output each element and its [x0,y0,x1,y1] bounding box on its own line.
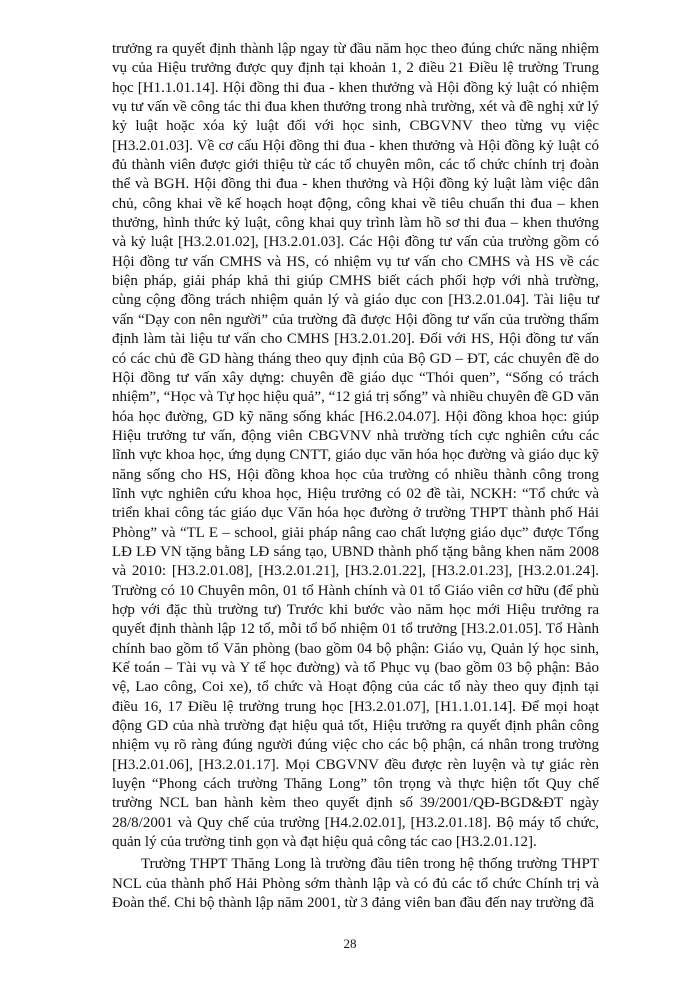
body-text [112,40,599,913]
page-number: 28 [343,936,357,951]
paragraph: Trường THPT Thăng Long là trường đầu tiên trong hệ thống trường THPT NCL của thành phố Hải Phòng sớm thành lập và có đủ các tổ chức Chính trị và Đoàn thể. Chi bộ thành lập năm 2001, từ 3 đảng viên ban đầu đến nay trường đã [112,856,599,912]
paragraph-continuation: trưởng ra quyết định thành lập ngay từ đầu năm học theo đúng chức năng nhiệm vụ của Hiệu trưởng được quy định tại khoản 1, 2 điều 21 Điều lệ trường Trung học [H1.1.01.14]. Hội đồng thi đua - khen thưởng và Hội đồng kỷ luật có nhiệm vụ tư vấn về công tác thi đua khen thưởng trong nhà trường, xét và đề nghị xử lý kỷ luật hoặc xóa kỷ luật đối với học sinh, CBGVNV theo từng vụ việc [H3.2.01.03]. Về cơ cấu Hội đồng thi đua - khen thưởng và Hội đồng kỷ luật có đủ thành viên được giới thiệu từ các tổ chuyên môn, các tổ chức chính trị đoàn thể và BGH. Hội đồng thi đua - khen thưởng và Hội đồng kỷ luật làm việc dân chủ, công khai về kế hoạch hoạt động, công khai về tiêu chuẩn thi đua – khen thưởng, hình thức kỷ luật, công khai quy trình làm hồ sơ thi đua – khen thưởng và kỷ luật [H3.2.01.02], [H3.2.01.03]. Các Hội đồng tư vấn của trường gồm có Hội đồng tư vấn CMHS và HS, có nhiệm vụ tư vấn cho CMHS và HS về các biện pháp, giải pháp khả thi giúp CMHS biết cách phối hợp với nhà trường, cùng cộng đồng trách nhiệm quản lý và giáo dục con [H3.2.01.04]. Tài liệu tư vấn “Dạy con nên người” của trường đã được Hội đồng tư vấn của trường thẩm định làm tài liệu tư vấn cho CMHS [H3.2.01.20]. Đối với HS, Hội đồng tư vấn có các chủ đề GD hàng tháng theo quy định của Bộ GD – ĐT, các chuyên đề do Hội đồng tư vấn xây dựng: chuyên đề giáo dục “Thói quen”, “Sống có trách nhiệm”, “Học và Tự học hiệu quả”, “12 giá trị sống” và nhiều chuyên đề GD văn hóa học đường, GD kỹ năng sống khác [H6.2.04.07]. Hội đồng khoa học: giúp Hiệu trưởng tư vấn, động viên CBGVNV nhà trường tích cực nghiên cứu các lĩnh vực khoa học, ứng dụng CNTT, giáo dục văn hóa học đường và giáo dục kỹ năng sống cho HS, Hội đồng khoa học của trường có nhiều thành công trong lĩnh vực nghiên cứu khoa học, Hiệu trưởng có 02 đề tài, NCKH: “Tổ chức và triển khai công tác giáo dục Văn hóa học đường ở trường THPT thành phố Hải Phòng” và “TL E – school, giải pháp nâng cao chất lượng giáo dục” được Tổng LĐ LĐ VN tặng bằng LĐ sáng tạo, UBND thành phố tặng bằng khen năm 2008 và 2010: [H3.2.01.08], [H3.2.01.21], [H3.2.01.22], [H3.2.01.23], [H3.2.01.24]. Trường có 10 Chuyên môn, 01 tổ Hành chính và 01 tổ Giáo viên cơ hữu (để phù hợp với đặc thù trường tư) Trước khi bước vào năm học mới Hiệu trưởng ra quyết định thành lập 12 tổ, mỗi tổ bổ nhiệm 01 tổ trưởng [H3.2.01.05]. Tổ Hành chính bao gồm tổ Văn phòng (bao gồm 04 bộ phận: Giáo vụ, Quản lý học sinh, Kế toán – Tài vụ và Y tế học đường) và tổ Phục vụ (bao gồm 03 bộ phận: Bảo vệ, Lao công, Coi xe), tổ chức và Hoạt động của các tổ này theo quy định tại điều 16, 17 Điều lệ trường trung học [H3.2.01.07], [H1.1.01.14]. Để mọi hoạt động GD của nhà trường đạt hiệu quả tốt, Hiệu trưởng ra quyết định phân công nhiệm vụ rõ ràng đúng người đúng việc cho các bộ phận, cá nhân trong trường [H3.2.01.06], [H3.2.01.17]. Mọi CBGVNV đều được rèn luyện và tự giác rèn luyện “Phong cách trường Thăng Long” tôn trọng và thực hiện tốt Quy chế trường NCL ban hành kèm theo quyết định số 39/2001/QĐ-BGD&ĐT ngày 28/8/2001 và Quy chế của trường [H4.2.02.01], [H3.2.01.18]. Bộ máy tổ chức, quản lý của trường tinh gọn và đạt hiệu quả công tác cao [H3.2.01.12]. [112,41,599,851]
